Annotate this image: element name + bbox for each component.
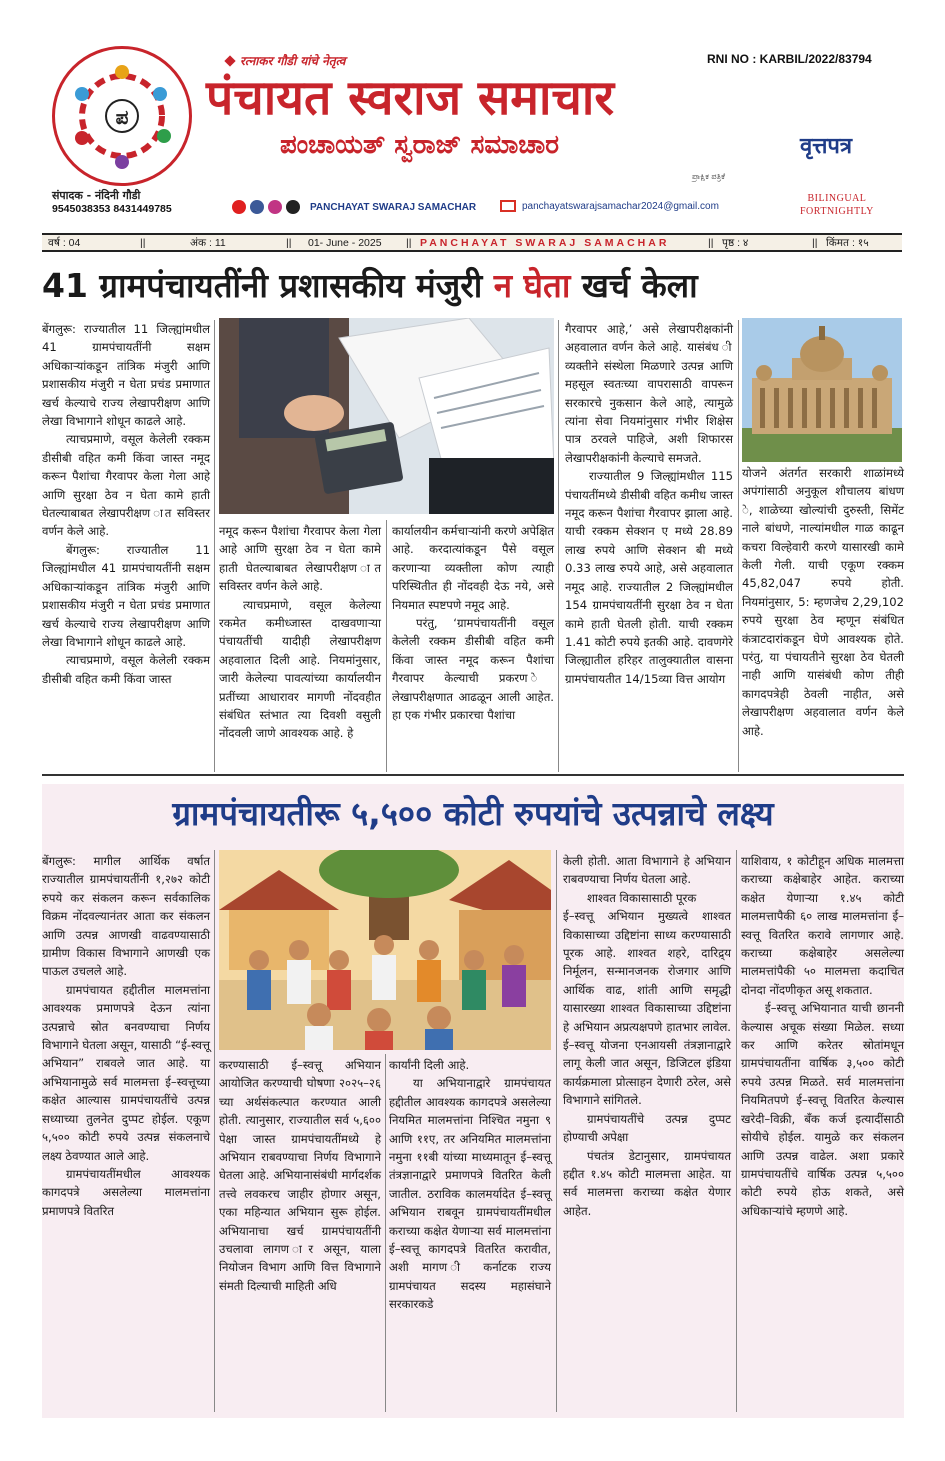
paragraph: त्याचप्रमाणे, वसूल केलेली रक्कम डीसीबी वहित कमी किंवा जास्त [42,653,210,686]
subheading: शाश्वत विकासासाठी पूरक [587,890,697,905]
price-label: किंमत : १५ [826,236,869,249]
phone-numbers: 9545038353 8431449785 [52,203,172,215]
article1-column-5 [742,464,904,740]
column-divider [214,850,215,1412]
bilingual-line: BILINGUAL [807,193,867,204]
paragraph: बेंगलुरू: मागील आर्थिक वर्षात राज्यातील ग्रामपंचायतींनी १,२७२ कोटी रुपये कर संकलन करून सर्वकालिक विक्रम नोंदवल्यानंतर आता कर संकलन आणि उत्पन्न आणखी वाढवण्यासाठी ग्रामीण विकास विभागाने आणखी एक पाऊल उचलले आहे. [42,854,210,979]
separator: || [406,236,412,249]
article1-photo-documents [219,318,554,514]
separator: || [140,236,146,249]
headline-text-end: खर्च केला [570,266,698,305]
article2-column-3 [389,1056,551,1314]
social-links [232,200,476,214]
paragraph: या अभियानाद्वारे ग्रामपंचायत हद्दीतील आवश्यक कागदपत्रे असलेल्या नियमित मालमत्तांना निश्चित नमुना ९ आणि ११ए, तर अनियमित मालमत्तांना नमुना ११बी यांच्या माध्यमातून ई–स्वत्तू तंत्रज्ञानाद्वारे प्रमाणपत्रे वितरित केली जातील. ठराविक कालमर्यादेत ई–स्वत्तू अभियान राबवून ग्रामपंचायतींमधील कराच्या कक्षेत येणाऱ्या सर्व मालमत्तांना ई–स्वत्तू कागदपत्रे वितरित करावीत, अशी मागण ी कर्नाटक राज्य ग्रामपंचायत सदस्य महासंघाने सरकारकडे [389,1076,551,1312]
x-icon[interactable] [286,200,300,214]
youtube-icon[interactable] [232,200,246,214]
headline-text: 41 ग्रामपंचायतींनी प्रशासकीय मंजुरी [42,266,494,305]
village-meeting-illustration [219,850,551,1050]
editor-name: संपादक - नंदिनी गौडी [52,189,141,202]
column-divider [386,520,387,772]
gmail-icon [500,200,516,212]
paragraph: ग्रामपंचायतींमधील आवश्यक कागदपत्रे असलेल्या मालमत्तांना प्रमाणपत्रे वितरित [42,1166,210,1218]
article1-photo-vidhana-soudha [742,318,902,462]
separator: || [812,236,818,249]
rni-number: RNI NO : KARBIL/2022/83794 [707,52,872,66]
paragraph: केली होती. आता विभागाने हे अभियान राबवण्याचा निर्णय घेतला आहे. [563,854,731,887]
paragraph: पंचतंत्र डेटानुसार, ग्रामपंचायत हद्दीत १.४५ कोटी मालमत्ता आहेत. या सर्व मालमत्ता कराच्या कक्षेत येणार आहेत. [563,1148,731,1218]
section-divider [42,774,904,776]
dateline-bar [42,233,902,252]
facebook-icon[interactable] [250,200,264,214]
paragraph: ई–स्वत्तू अभियानात याची छाननी केल्यास अचूक संख्या मिळेल. सध्या कर आणि करेतर स्रोतांमधून ग्रामपंचायतींना वार्षिक ३,५०० कोटी रुपये उत्पन्न मिळते. सर्व मालमत्तांना नियमितपणे ई–स्वत्तू वितरित केल्यास खरेदी–विक्री, बँक कर्ज इत्यादींसाठी सोयीचे होईल. यामुळे कर संकलन आणि उत्पन्न वाढेल. अशा प्रकारे ग्रामपंचायतींचे वार्षिक उत्पन्न ५,५०० कोटी रुपये होऊ शकते, असे अधिकाऱ्यांचे म्हणणे आहे. [741,1001,904,1218]
social-handle[interactable]: PANCHAYAT SWARAJ SAMACHAR [310,201,477,213]
column-divider [556,850,557,1412]
article2-column-5 [741,852,904,1220]
paragraph: ग्रामपंचायत हद्दीतील मालमत्तांना आवश्यक प्रमाणपत्रे देऊन त्यांना उत्पन्नाचे स्रोत बनवण्याचा निर्णय विभागाने घेतला असून, यासाठी “ई-स्वत्तू अभियान” राबवले जात आहे. या अभियानामुळे सर्व मालमत्ता ई–स्वत्तूच्या कक्षेत आल्यास ग्रामपंचायतींचे उत्पन्न सध्याच्या तुलनेत दुप्पट होईल. एकूण ५,५०० कोटी रुपये उत्पन्न संकलनाचे लक्ष्य ठेवण्यात आले आहे. [42,982,210,1163]
column-divider [736,850,737,1412]
paragraph: योजने अंतर्गत सरकारी शाळांमध्ये अपंगांसाठी अनुकूल शौचालय बांधण े, शाळेच्या खोल्यांची दुरुस्ती, सिमेंट नाले बांधणे, नाल्यांमधील गाळ काढून कचरा विल्हेवारी करणे यासारखी कामे केली गेली. याची एकूण रक्कम 45,82,047 रुपये होती. नियमांनुसार, 5: म्हणजेच 2,29,102 रुपये सुरक्षा ठेव म्हणून संबंधित कंत्राटदारांकडून घेणे आवश्यक होते. परंतु, या पंचायतीने सुरक्षा ठेव घेतली नाही आणि यासंबंधी कोण तीही कागदपत्रेही ठेवली नाहीत, असे लेखापरीक्षण अहवालात वर्णन केले आहे. [742,466,904,738]
masthead [0,0,945,232]
article1-column-2a [219,522,381,743]
column-divider [738,320,739,772]
tagline-text: रत्नाकर गौडी यांचे नेतृत्व [240,54,346,68]
page-number: पृष्ठ : ४ [722,236,749,249]
vidhana-soudha-image [742,318,902,462]
email-contact [500,200,719,212]
newspaper-title-kannada: ಪಂಚಾಯತ್ ಸ್ವರಾಜ್ ಸಮಾಚಾರ [280,130,559,160]
paragraph: कार्यांनी दिली आहे. [389,1058,470,1072]
column-divider [558,320,559,772]
issue-label: अंक : 11 [190,236,226,249]
fortnightly-line: FORTNIGHTLY [800,206,874,217]
separator: || [708,236,714,249]
article2-photo-village-meeting [219,850,551,1050]
article2-headline: ग्रामपंचायतीरू ५,५०० कोटी रुपयांचे उत्पन्नाचे लक्ष्य [172,794,774,833]
article2-column-2 [219,1056,381,1295]
article1-column-4 [565,320,733,688]
paragraph: गैरवापर आहे,’ असे लेखापरीक्षकांनी अहवालात वर्णन केले आहे. यासंबंध ी व्यक्तीने संस्थेला मिळणारे उत्पन्न आणि महसूल स्वतःच्या वापरासाठी वापरून सरकारचे नुकसान केले आहे, त्यामुळे त्यांना सेवा नियमांनुसार गंभीर शिक्षेस पात्र ठरवले पाहिजे, अशी शिफारस लेखापरीक्षकांनी केल्याचे समजते. [565,322,733,465]
logo-emblem-icon [60,54,184,178]
paragraph: कार्यालयीन कर्मचाऱ्यांनी करणे अपेक्षित आहे. करदात्यांकडून पैसे वसूल करणाऱ्या व्यक्तीला कोण त्याही परिस्थितीत ही नोंदवही देऊ नये, असे नियमात स्पष्टपणे नमूद आहे. [392,524,554,612]
documents-calculator-image [219,318,554,514]
date-label: 01- June - 2025 [308,236,382,249]
paragraph: ई–स्वत्तू अभियान मुख्यत्वे शाश्वत विकासाच्या उद्दिष्टांना साध्य करण्यासाठी पूरक आहे. शाश्वत शहरे, दारिद्र्य निर्मूलन, सन्मानजनक रोजगार आणि आर्थिक वाढ, शांती आणि समृद्धी यासारख्या शाश्वत विकासाच्या उद्दिष्टांना हे अभियान अप्रत्यक्षपणे हातभार लावेल. ई–स्वत्तू योजना एनआयसी तंत्रज्ञानाद्वारे लागू केली जात असून, डिजिटल इंडिया कार्यक्रमाला प्रोत्साहन देणारी ठरेल, असे विभागाने सांगितले. [563,909,731,1108]
instagram-icon[interactable] [268,200,282,214]
email-address[interactable]: panchayatswarajsamachar2024@gmail.com [522,200,719,212]
column-divider [214,320,215,772]
paragraph: नमूद करून पैशांचा गैरवापर केला गेला आहे आणि सुरक्षा ठेव न घेता कामे हाती घेतल्याबाबत लेखापरीक्षण ात सविस्तर वर्णन केले आहे. [219,524,381,594]
headline-highlight: न घेता [493,266,571,305]
separator: || [286,236,292,249]
paragraph: त्याचप्रमाणे, वसूल केलेली रक्कम डीसीबी वहित कमी किंवा जास्त नमूद करून पैशांचा गैरवापर केला गेला आहे आणि सुरक्षा ठेव न घेता कामे हाती घेतल्याबाबत लेखापरीक्षण ात सविस्तर वर्णन केले आहे. [42,432,210,539]
paragraph: राज्यातील 9 जिल्ह्यांमधील 115 पंचायतींमध्ये डीसीबी वहित कमीध जास्त नमूद करून पैशांचा गैरवापर झाला आहे. याची रक्कम सेक्शन ए मध्ये 28.89 लाख रुपये आणि सेक्शन बी मध्ये 0.33 लाख रुपये आहे, असे अहवालात नमूद आहे. राज्यातील 2 जिल्ह्यांमधील 154 ग्रामपंचायतींनी सुरक्षा ठेव न घेता कामे हाती घेतली होती. याची रक्कम 1.41 कोटी रुपये इतकी आहे. दावणगेरे जिल्ह्यातील हरिहर तालुक्यातील वासना ग्रामपंचायतीत 14/15व्या वित्त आयोग [565,469,733,686]
banner-label: PANCHAYAT SWARAJ SAMACHAR [420,236,670,249]
column-divider [385,1054,386,1412]
article1-column-1 [42,320,210,688]
paragraph: त्याचप्रमाणे, वसूल केलेल्या रकमेत कमीध्जास्त दाखवणाऱ्या पंचायतींची यादीही लेखापरीक्षण अहवालात दिली आहे. नियमांनुसार, जारी केलेल्या पावत्यांच्या कार्यालयीन प्रतींच्या आधारावर मागणी नोंदवहीत संबंधित स्तंभात त्या दिवशी वसुली नोंदवली जाणे आवश्यक आहे. हे [219,597,381,741]
bilingual-label [800,192,874,218]
article1-headline [42,262,904,307]
paragraph: याशिवाय, १ कोटीहून अधिक मालमत्ता कराच्या कक्षेबाहेर आहेत. कराच्या कक्षेत येणाऱ्या १.४५ कोटी मालमत्तापैकी ६० लाख मालमत्तांना ई–स्वत्तू वितरित करावे लागणार आहे. कराच्या कक्षेबाहेर असलेल्या मालमत्तांपैकी ५० मालमत्ता कदाचित दोनदा नोंदणीकृत असू शकतात. [741,854,904,997]
year-label: वर्ष : 04 [48,236,81,249]
article2-column-1 [42,852,210,1220]
subtitle-kannada: ಪ್ರಾಕ್ಷಿಕ ಪತ್ರಿಕೆ [692,172,726,181]
article2-column-4 [563,852,731,1220]
logo-letter: ಪ [115,105,129,129]
article1-column-3 [392,522,554,724]
paragraph: बेंगलुरू: राज्यातील 11 जिल्ह्यांमधील 41 ग्रामपंचायतींनी सक्षम अधिकाऱ्यांकडून तांत्रिक मंजुरी आणि प्रशासकीय मंजुरी न घेता प्रचंड प्रमाणात खर्च केल्याचे राज्य लेखापरीक्षण आणि लेखा विभागाने शोधून काढले आहे. [42,322,210,429]
subheading: ग्रामपंचायतींचे उत्पन्न दुप्पट होण्याची अपेक्षा [563,1111,731,1145]
paragraph: परंतु, ‘ग्रामपंचायतींनी वसूल केलेली रक्कम डीसीबी वहित कमी किंवा जास्त नमूद करून पैशांचा गैरवापर केल्याची प्रकरण े लेखापरीक्षणात आढळून आली आहेत. हा एक गंभीर प्रकारचा पैशांचा [392,616,554,723]
vruttapatra-label: वृत्तपत्र [800,134,853,159]
paragraph: बेंगलुरू: राज्यातील 11 जिल्ह्यांमधील 41 ग्रामपंचायतींनी सक्षम अधिकाऱ्यांकडून तांत्रिक मंजुरी आणि प्रशासकीय मंजुरी न घेता प्रचंड प्रमाणात खर्च केल्याचे राज्य लेखापरीक्षण आणि लेखा विभागाने शोधून काढले आहे. [42,542,210,649]
newspaper-title: पंचायत स्वराज समाचार [206,70,614,126]
paragraph: करण्यासाठी ई–स्वत्तू अभियान आयोजित करण्याची घोषणा २०२५–२६ च्या अर्थसंकल्पात करण्यात आली होती. त्यानुसार, राज्यातील सर्व ५,६०० पेक्षा जास्त ग्रामपंचायतींमध्ये हे अभियान राबवण्याचा निर्णय विभागाने घेतला आहे. अभियानासंबंधी मार्गदर्शक तत्त्वे लवकरच जाहीर होणार असून, एका महिन्यात अभियान सुरू होईल. अभियानाचा खर्च ग्रामपंचायतींनी उचलावा लागण ार असून, याला नियोजन विभाग आणि वित्त विभागाने संमती दिल्याची माहिती अधि [219,1058,381,1293]
